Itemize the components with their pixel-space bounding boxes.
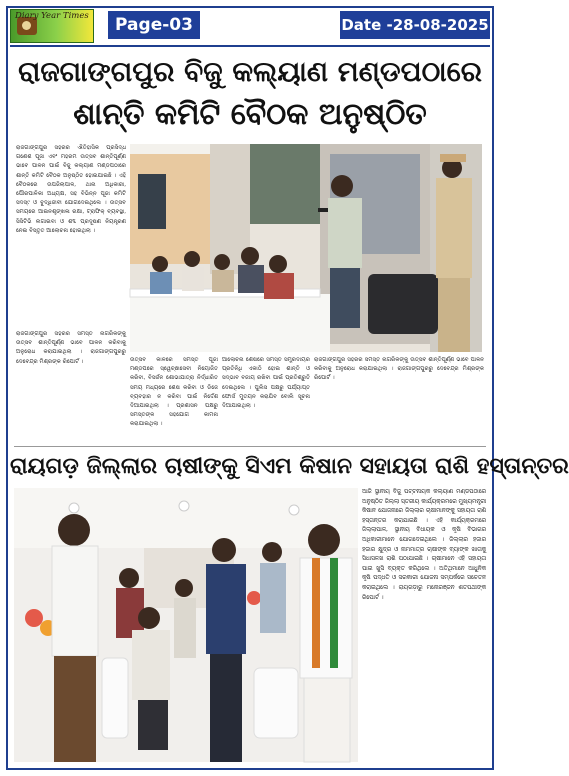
page-number-label: Page-03 xyxy=(108,11,200,39)
article2-event-photo xyxy=(14,488,358,762)
logo-text: Diary Year Times xyxy=(15,11,89,21)
event-photo-svg xyxy=(14,488,358,762)
header-divider xyxy=(10,45,490,47)
article2-body: ଆଜି ସ୍ଥାନୀୟ ବିଜୁ ପଟ୍ଟନାୟକ କଲ୍ୟାଣ ମଣ୍ଡପଠାରେ ଅନୁଷ୍ଠିତ ଜିଲ୍ଲା ସ୍ତରୀୟ କାର୍ଯ୍ୟକ୍ରମରେ ମୁଖ୍ୟମନ୍ତ୍ରୀ କିଷାନ ଯୋଜନାରେ ଜିଲ୍ଲାର ଚାଷୀମାନଙ୍କୁ ସହାୟତା ରାଶି ହସ୍ତାନ୍ତର କରାଯାଇଛି । ଏହି କାର୍ଯ୍ୟକ୍ରମରେ ଜିଲ୍ଲାପାଳ, ସ୍ଥାନୀୟ ବିଧାୟକ ଓ କୃଷି ବିଭାଗର ଅଧିକାରୀମାନେ ଯୋଗଦେଇଥିଲେ । ଜିଲ୍ଲାର ହଜାର ହଜାର କ୍ଷୁଦ୍ର ଓ ନାମମାତ୍ର ଚାଷୀଙ୍କ ବ୍ୟାଙ୍କ ଖାତାକୁ ସିଧାସଳଖ ରାଶି ପଠାଯାଇଛି । ଚାଷୀମାନେ ଏହି ସହାୟତା ପାଇ ଖୁସି ବ୍ୟକ୍ତ କରିଥିଲେ । ଅତିଥିମାନେ ଆଧୁନିକ କୃଷି ପଦ୍ଧତି ଓ ସରକାରୀ ଯୋଜନା ସମ୍ପର୍କରେ ସଚେତନ କରାଇଥିଲେ । ରାୟଗଡ଼ାରୁ ମନୋରଞ୍ଜନ ଶତପଥୀଙ୍କ ରିପୋର୍ଟ । xyxy=(362,489,486,601)
newspaper-logo xyxy=(10,9,94,43)
article1-column-1-cont: ରାଜଗାଙ୍ଗପୁର ସହରର ସମସ୍ତ ନାଗରିକଙ୍କୁ ଉତ୍ସବ ଶାନ୍ତିପୂର୍ଣ୍ଣ ଭାବେ ପାଳନ କରିବାକୁ ଅନୁରୋଧ କରାଯାଇଥିଲା । ରାଜଗାଙ୍ଗପୁରରୁ ଦେବେନ୍ଦ୍ର ମିଶ୍ରଙ୍କ ରିପୋର୍ଟ । xyxy=(16,331,126,365)
article1-meeting-photo xyxy=(130,144,482,352)
article1-column-3: ଆଲୋଚନା ଶେଷରେ ସମସ୍ତ ସମ୍ପ୍ରଦାୟର ପ୍ରତିନିଧି ଏକାଠି ହୋଇ ଶାନ୍ତି ଓ ସଦ୍ଭାବ ବଜାୟ ରଖିବା ପାଇଁ ପ୍ରତିଶ୍ରୁତି ଦେଇଥିଲେ । ପୁଲିସ ପକ୍ଷରୁ ପର୍ଯ୍ୟାପ୍ତ ଫୋର୍ସ ମୁତୟନ କରାଯିବ ବୋଲି ସୂଚନା ଦିଆଯାଇଥିଲା । xyxy=(222,357,310,410)
article1-column-4: ରାଜଗାଙ୍ଗପୁର ସହରର ସମସ୍ତ ନାଗରିକଙ୍କୁ ଉତ୍ସବ ଶାନ୍ତିପୂର୍ଣ୍ଣ ଭାବେ ପାଳନ କରିବାକୁ ଅନୁରୋଧ କରାଯାଇଥିଲା । ରାଜଗାଙ୍ଗପୁରରୁ ଦେବେନ୍ଦ୍ର ମିଶ୍ରଙ୍କ ରିପୋର୍ଟ । xyxy=(314,357,484,382)
meeting-photo-svg xyxy=(130,144,482,352)
article-divider xyxy=(14,446,486,447)
article1-headline-line1: ରାଜଗାଙ୍ଗପୁର ବିଜୁ କଲ୍ୟାଣ ମଣ୍ଡପଠାରେ xyxy=(18,55,482,88)
article1-column-1: ରାଜଗାଙ୍ଗପୁର ସହରର ଐତିହାସିକ ପ୍ରସିଦ୍ଧ ଗଣେଶ ପୂଜା ଏବଂ ମହରମ ଉତ୍ସବ ଶାନ୍ତିପୂର୍ଣ୍ଣ ଭାବେ ପାଳନ ପାଇଁ ବିଜୁ କଲ୍ୟାଣ ମଣ୍ଡପଠାରେ ଶାନ୍ତି କମିଟି ବୈଠକ ଅନୁଷ୍ଠିତ ହୋଇଯାଇଛି । ଏହି ବୈଠକରେ ଉପଜିଲାପାଳ, ଥାନା ଅଧିକାରୀ, ପୌରପାଳିକା ଅଧ୍ୟକ୍ଷ, ସହ ବିଭିନ୍ନ ପୂଜା କମିଟି ସଦସ୍୯ ଓ ବୁଦ୍ଧିଜୀବୀ ଯୋଗଦେଇଥିଲେ । ଉତ୍ସବ ସମୟରେ ଆଇନଶୃଙ୍ଖଳା ରକ୍ଷା, ଟ୍ରାଫିକ୍ ବ୍ୟବସ୍ଥା, ସିସିଟିଭି ଲଗାଇବା ଓ ଶବ୍ଦ ପ୍ରଦୂଷଣ ନିୟନ୍ତ୍ରଣ ନେଇ ବିସ୍ତୃତ ଆଲୋଚନା ହୋଇଥିଲା । xyxy=(16,145,126,234)
article1-headline-line2: ଶାନ୍ତି କମିଟି ବୈଠକ ଅନୁଷ୍ଠିତ xyxy=(73,97,427,132)
article1-column-2: ଉତ୍ସବ କାଳରେ ସମସ୍ତ ପୂଜା ମଣ୍ଡପରେ ସ୍ୱେଚ୍ଛାସେବୀ ନିୟୋଜିତ କରିବା, ବିସର୍ଜନ ଶୋଭାଯାତ୍ରା ନିର୍ଦ୍ଧାରିତ ସମୟ ମଧ୍ୟରେ ଶେଷ କରିବା ଓ ଡିଜେ ବ୍ୟବହାର ନ କରିବା ପାଇଁ ନିର୍ଦ୍ଦେଶ ଦିଆଯାଇଥିଲା । ପ୍ରଶାସନ ପକ୍ଷରୁ ସମସ୍ତଙ୍କ ସହଯୋଗ କାମନା କରାଯାଇଥିଲା । xyxy=(130,357,218,428)
date-label: Date -28-08-2025 xyxy=(340,11,490,39)
article2-headline: ରାୟଗଡ଼ ଜିଲ୍ଲାର ଚାଷୀଙ୍କୁ ସିଏମ କିଷାନ ସହାୟତା ରାଶି ହସ୍ତାନ୍ତର xyxy=(10,454,569,479)
masthead xyxy=(10,9,490,43)
